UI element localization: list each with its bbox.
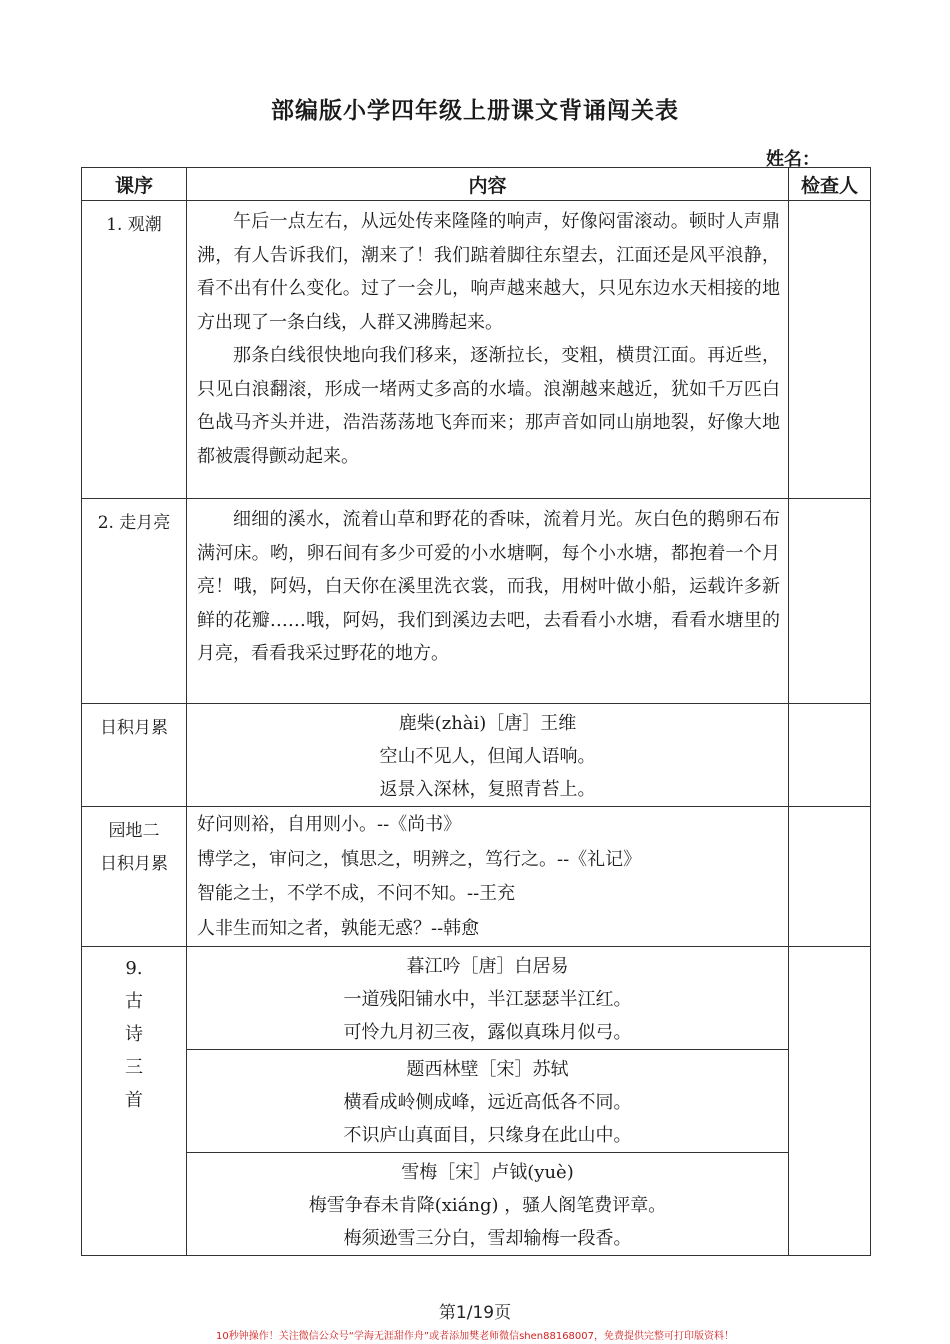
text-passage (187, 201, 788, 473)
table-row (82, 947, 871, 1050)
poem (187, 947, 788, 1049)
poem-title: 鹿柴(zhài)［唐］王维 (398, 713, 577, 734)
header-content: 内容 (187, 168, 789, 201)
content-cell (187, 201, 789, 499)
content-cell (187, 1153, 789, 1256)
content-cell (187, 704, 789, 807)
saying: 好问则裕，自用则小。--《尚书》 (197, 814, 462, 835)
checker-cell[interactable] (789, 807, 871, 947)
poem-line: 空山不见人，但闻人语响。 (379, 746, 596, 767)
sayings-list (187, 807, 788, 946)
footer-note: 10秒钟操作！关注微信公众号“学海无涯甜作舟”或者添加樊老师微信shen88168007，免费提供完整可打印版资料！ (215, 1331, 735, 1342)
table-row (82, 704, 871, 807)
saying: 智能之士，不学不成，不问不知。--王充 (197, 883, 516, 904)
lesson-label: 1. 观潮 (106, 215, 162, 235)
lesson-cell (82, 704, 187, 807)
poem-title: 题西林壁［宋］苏轼 (406, 1059, 569, 1080)
saying: 人非生而知之者，孰能无惑？--韩愈 (197, 917, 480, 939)
lesson-label: 日积月累 (100, 718, 168, 738)
text-passage (187, 499, 788, 671)
poem-line: 可怜九月初三夜，露似真珠月似弓。 (343, 1022, 632, 1043)
table-row (82, 201, 871, 499)
poem-line: 梅须逊雪三分白，雪却输梅一段香。 (343, 1228, 632, 1249)
lesson-label: 园地二 日积月累 (100, 821, 168, 874)
lesson-cell (82, 807, 187, 947)
paragraph: 午后一点左右，从远处传来隆隆的响声，好像闷雷滚动。顿时人声鼎沸，有人告诉我们，潮来了！我们踮着脚往东望去，江面还是风平浪静，看不出有什么变化。过了一会儿，响声越来越大，只见东边水天相接的地方出现了一条白线，人群又沸腾起来。 (197, 211, 780, 333)
table-row (82, 807, 871, 947)
poem-line: 不识庐山真面目，只缘身在此山中。 (343, 1125, 632, 1146)
checker-cell[interactable] (789, 499, 871, 704)
lesson-cell (82, 499, 187, 704)
checker-cell[interactable] (789, 704, 871, 807)
table-row (82, 1050, 871, 1153)
content-cell (187, 807, 789, 947)
poem-line: 梅雪争春未肯降(xiáng) ，骚人阁笔费评章。 (308, 1195, 667, 1216)
checker-cell[interactable] (789, 947, 871, 1256)
poem (187, 704, 788, 806)
page-title: 部编版小学四年级上册课文背诵闯关表 (271, 98, 679, 124)
paragraph: 细细的溪水，流着山草和野花的香味，流着月光。灰白色的鹅卵石布满河床。哟，卵石间有多少可爱的小水塘啊，每个小水塘，都抱着一个月亮！哦，阿妈，白天你在溪里洗衣裳，而我，用树叶做小船，运载许多新鲜的花瓣……哦，阿妈，我们到溪边去吧，去看看小水塘，看看水塘里的月亮，看看我采过野花的地方。 (197, 509, 780, 664)
checker-cell[interactable] (789, 201, 871, 499)
lesson-cell (82, 201, 187, 499)
lesson-cell (82, 947, 187, 1256)
paragraph: 那条白线很快地向我们移来，逐渐拉长，变粗，横贯江面。再近些，只见白浪翻滚，形成一堵两丈多高的水墙。浪潮越来越近，犹如千万匹白色战马齐头并进，浩浩荡荡地飞奔而来；那声音如同山崩地裂，好像大地都被震得颤动起来。 (197, 345, 780, 467)
poem-line: 横看成岭侧成峰，远近高低各不同。 (343, 1092, 632, 1113)
recitation-table (81, 167, 871, 1256)
content-cell (187, 947, 789, 1050)
page-number: 第1/19页 (438, 1303, 512, 1323)
poem (187, 1153, 788, 1255)
poem-title: 暮江吟［唐］白居易 (406, 956, 569, 977)
lesson-label: 9. 古 诗 三 首 (125, 958, 143, 1111)
table-row (82, 499, 871, 704)
poem-title: 雪梅［宋］卢钺(yuè) (401, 1162, 574, 1183)
saying: 博学之，审问之，慎思之，明辨之，笃行之。--《礼记》 (197, 848, 642, 870)
poem (187, 1050, 788, 1152)
table-row (82, 1153, 871, 1256)
content-cell (187, 499, 789, 704)
poem-line: 返景入深林，复照青苔上。 (379, 779, 596, 800)
content-cell (187, 1050, 789, 1153)
table-header-row (82, 168, 871, 201)
header-checker: 检查人 (789, 168, 871, 201)
poem-line: 一道残阳铺水中，半江瑟瑟半江红。 (343, 989, 632, 1010)
header-lesson: 课序 (82, 168, 187, 201)
lesson-label: 2. 走月亮 (97, 513, 171, 533)
name-label: 姓名： (766, 149, 820, 170)
